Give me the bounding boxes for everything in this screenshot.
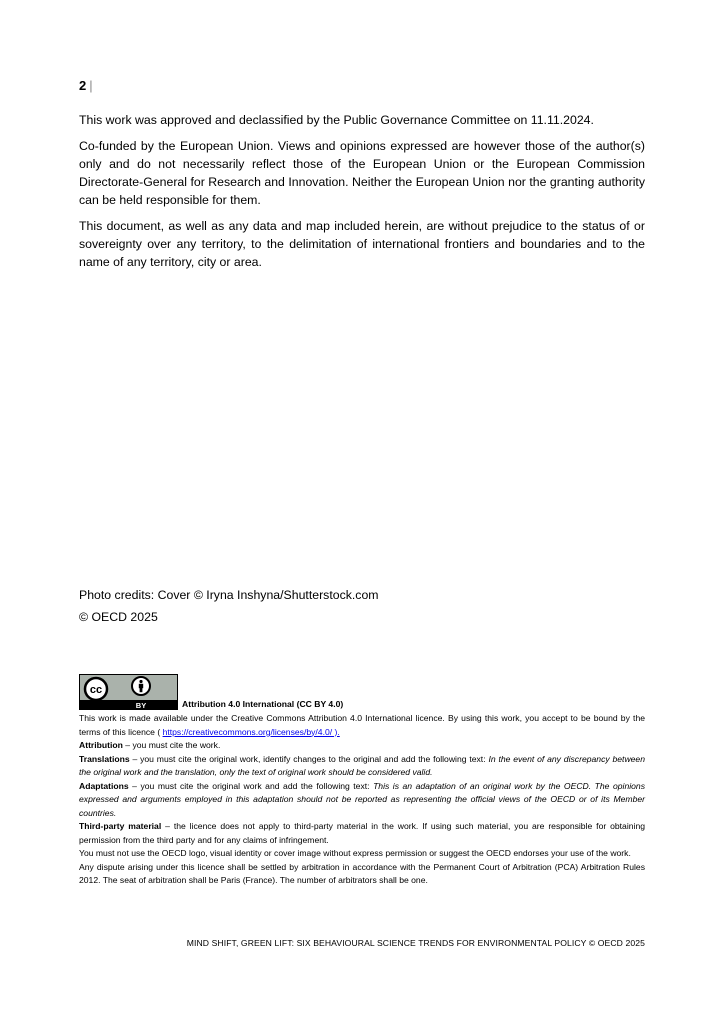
translations-italic: In the event of any discrepancy between the original work and the translation, only the text of original work should be considered valid. [79,753,645,777]
third-party-text: – the licence does not apply to third-party material in the work. If using such material, you are responsible for obtaining permission from the third party and for any claims of infringement. [79,821,645,845]
logo-notice: You must not use the OECD logo, visual identity or cover image without express permission or suggest the OECD endorses your use of the work. [79,848,631,858]
by-badge-text: BY [135,701,147,710]
photo-credits: Photo credits: Cover © Iryna Inshyna/Shutterstock.com [79,588,379,602]
page-footer: MIND SHIFT, GREEN LIFT: SIX BEHAVIOURAL SCIENCE TRENDS FOR ENVIRONMENTAL POLICY © OECD 2025 [186,938,645,948]
license-intro [79,712,645,739]
cc-badge-text: cc [89,684,103,696]
page-number [79,78,93,93]
license-intro-text: This work is made available under the Creative Commons Attribution 4.0 International licence. By using this work, you accept to be bound by the terms of this licence ( [79,713,645,737]
license-title: Attribution 4.0 International (CC BY 4.0) [182,699,344,709]
translations-label: Translations [79,753,130,764]
attribution-label: Attribution [79,740,123,750]
funding-paragraph: Co-funded by the European Union. Views and opinions expressed are however those of the author(s) only and do not necessarily reflect those of the European Union or the European Commission Directorate-General for Research and Innovation. Neither the European Union nor the granting authority can be held responsible for them. [79,139,645,207]
license-section [79,674,645,888]
adaptations-text: – you must cite the original work and add the following text: [128,780,374,791]
page-number-value: 2 [79,78,87,93]
third-party-label: Third-party material [79,821,162,831]
page-number-separator: | [89,78,93,93]
attribution-text: – you must cite the work. [122,740,221,750]
cc-by-badge-icon[interactable] [79,674,178,710]
main-text [79,111,645,279]
adaptations-clause [79,780,645,821]
third-party-clause [79,820,645,847]
adaptations-italic: This is an adaptation of an original work by the OECD. The opinions expressed and arguments employed in this adaptation should not be reported as representing the official views of the OECD or of its Member countries. [79,780,645,818]
credits [79,584,379,628]
copyright: © OECD 2025 [79,610,158,624]
disclaimer-paragraph: This document, as well as any data and map included herein, are without prejudice to the status of or sovereignty over any territory, to the delimitation of international frontiers and boundaries and to the name of any territory, city or area. [79,219,645,269]
translations-text: – you must cite the original work, identify changes to the original and add the following text: [129,753,489,764]
adaptations-label: Adaptations [79,780,129,791]
license-link[interactable]: https://creativecommons.org/licenses/by/4.0/ ). [162,726,340,737]
attribution-clause [79,739,645,753]
translations-clause [79,753,645,780]
approval-paragraph: This work was approved and declassified by the Public Governance Committee on 11.11.2024. [79,113,594,127]
license-header [79,674,645,710]
dispute-clause: Any dispute arising under this licence shall be settled by arbitration in accordance with the Permanent Court of Arbitration (PCA) Arbitration Rules 2012. The seat of arbitration shall be Paris (France). The number of arbitrators shall be one. [79,861,645,885]
